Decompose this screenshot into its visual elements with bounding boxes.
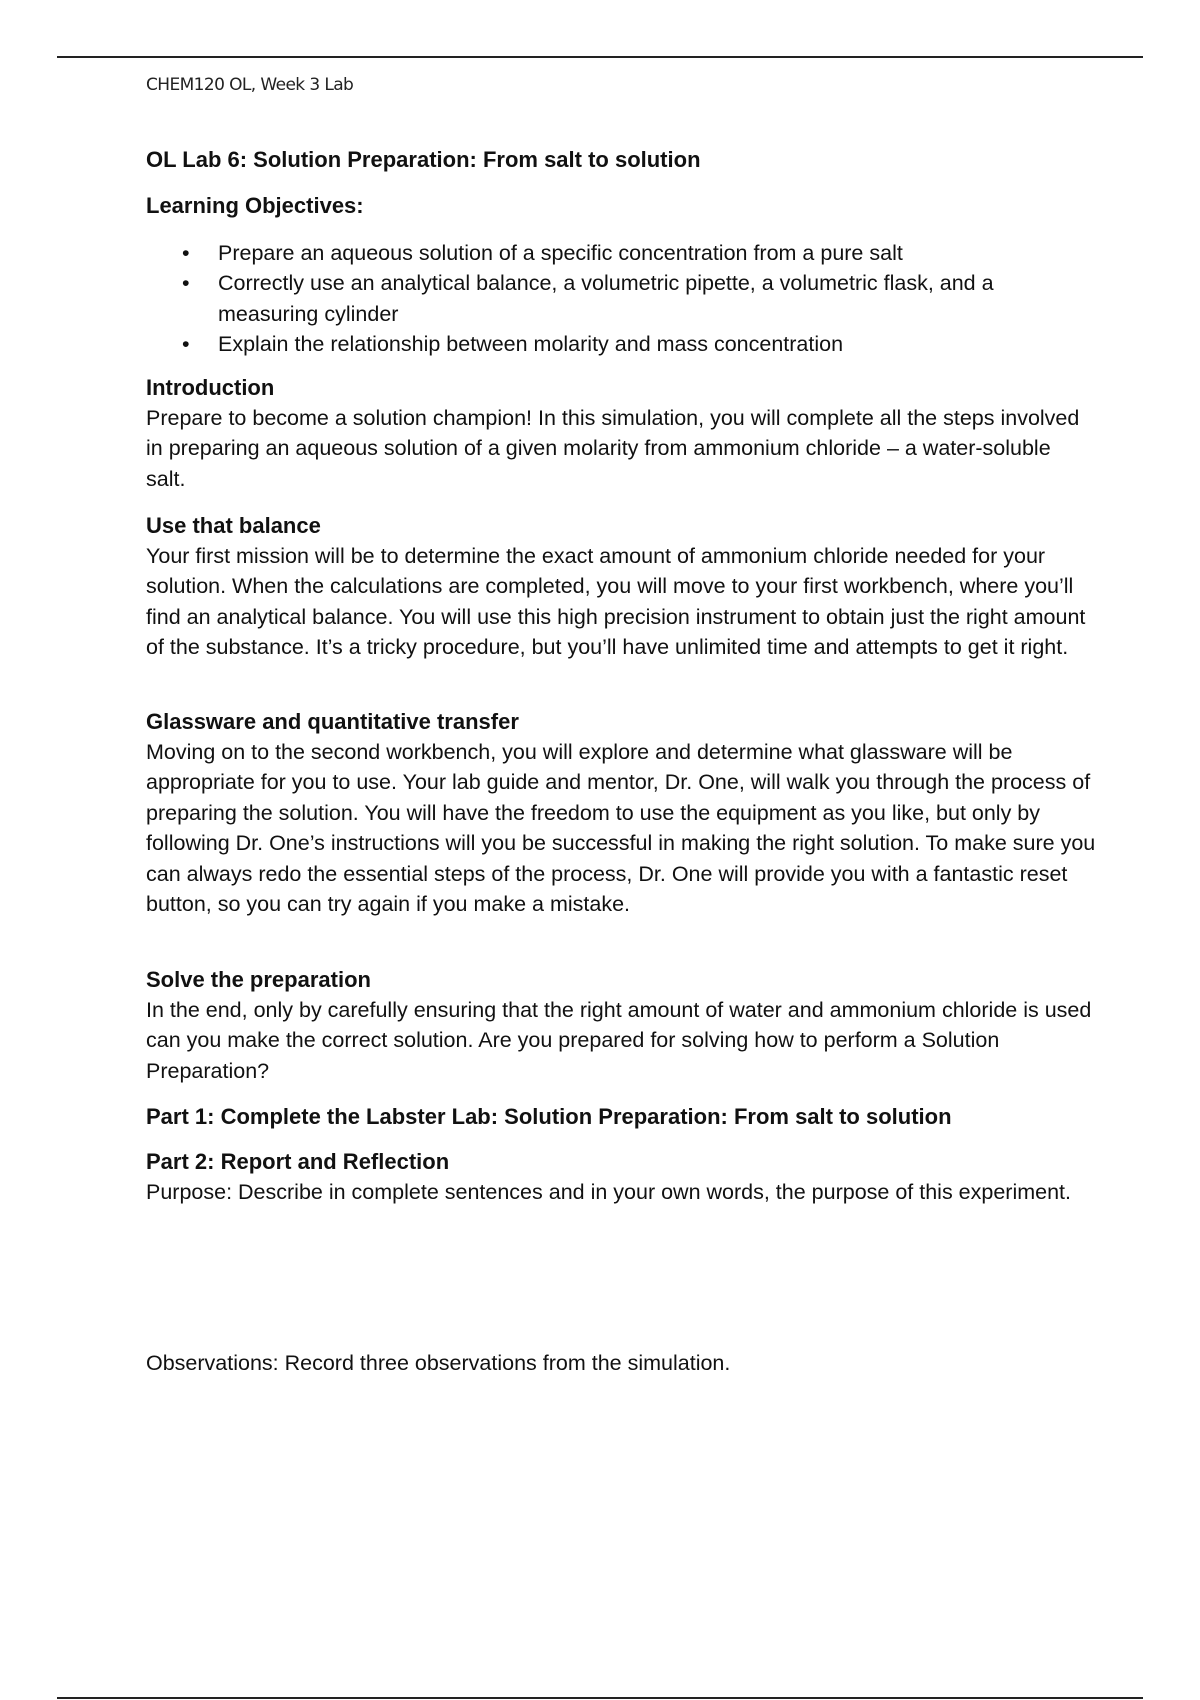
- section-balance: [146, 511, 1096, 663]
- part1-heading: Part 1: Complete the Labster Lab: Solution Preparation: From salt to solution: [146, 1104, 952, 1129]
- section-text: Moving on to the second workbench, you will explore and determine what glassware will be appropriate for you to use. Your lab guide and mentor, Dr. One, will walk you through the process of preparing the solution. You will have the freedom to use the equipment as you like, but only by following Dr. One’s instructions will you be successful in making the right solution. To make sure you can always redo the essential steps of the process, Dr. One will provide you with a fantastic reset button, so you can try again if you make a mistake.: [146, 740, 1096, 917]
- part2-heading: Part 2: Report and Reflection: [146, 1149, 450, 1174]
- objective-item: • Explain the relationship between molarity and mass concentration: [146, 329, 1096, 359]
- section-introduction: [146, 373, 1096, 494]
- part2: [146, 1147, 1096, 1207]
- objective-item: • Prepare an aqueous solution of a specific concentration from a pure salt: [146, 238, 1096, 268]
- purpose-prompt: Purpose: Describe in complete sentences and in your own words, the purpose of this experiment.: [146, 1180, 1071, 1204]
- section-solve: [146, 965, 1096, 1086]
- observations-prompt: Observations: Record three observations from the simulation.: [146, 1351, 731, 1375]
- objectives-heading: Learning Objectives:: [146, 193, 364, 218]
- running-header: CHEM120 OL, Week 3 Lab: [146, 75, 354, 95]
- bullet-icon: •: [182, 332, 190, 357]
- section-text: In the end, only by carefully ensuring that the right amount of water and ammonium chloride is used can you make the correct solution. Are you prepared for solving how to perform a Solution Preparation?: [146, 998, 1092, 1083]
- section-heading: Glassware and quantitative transfer: [146, 709, 519, 734]
- footer-rule: [57, 1697, 1143, 1699]
- header-rule: [57, 56, 1143, 58]
- bullet-icon: •: [182, 271, 190, 296]
- objective-item: • Correctly use an analytical balance, a volumetric pipette, a volumetric flask, and a measuring cylinder: [146, 268, 1096, 329]
- objectives-list: [146, 238, 1096, 360]
- document-title: OL Lab 6: Solution Preparation: From salt to solution: [146, 147, 701, 172]
- section-heading: Use that balance: [146, 513, 321, 538]
- section-glassware: [146, 707, 1096, 919]
- section-text: Prepare to become a solution champion! In this simulation, you will complete all the steps involved in preparing an aqueous solution of a given molarity from ammonium chloride – a water-soluble salt.: [146, 406, 1080, 491]
- section-text: Your first mission will be to determine the exact amount of ammonium chloride needed for your solution. When the calculations are completed, you will move to your first workbench, where you’ll find an analytical balance. You will use this high precision instrument to obtain just the right amount of the substance. It’s a tricky procedure, but you’ll have unlimited time and attempts to get it right.: [146, 544, 1086, 660]
- bullet-icon: •: [182, 241, 190, 265]
- section-heading: Introduction: [146, 375, 275, 400]
- section-heading: Solve the preparation: [146, 967, 371, 992]
